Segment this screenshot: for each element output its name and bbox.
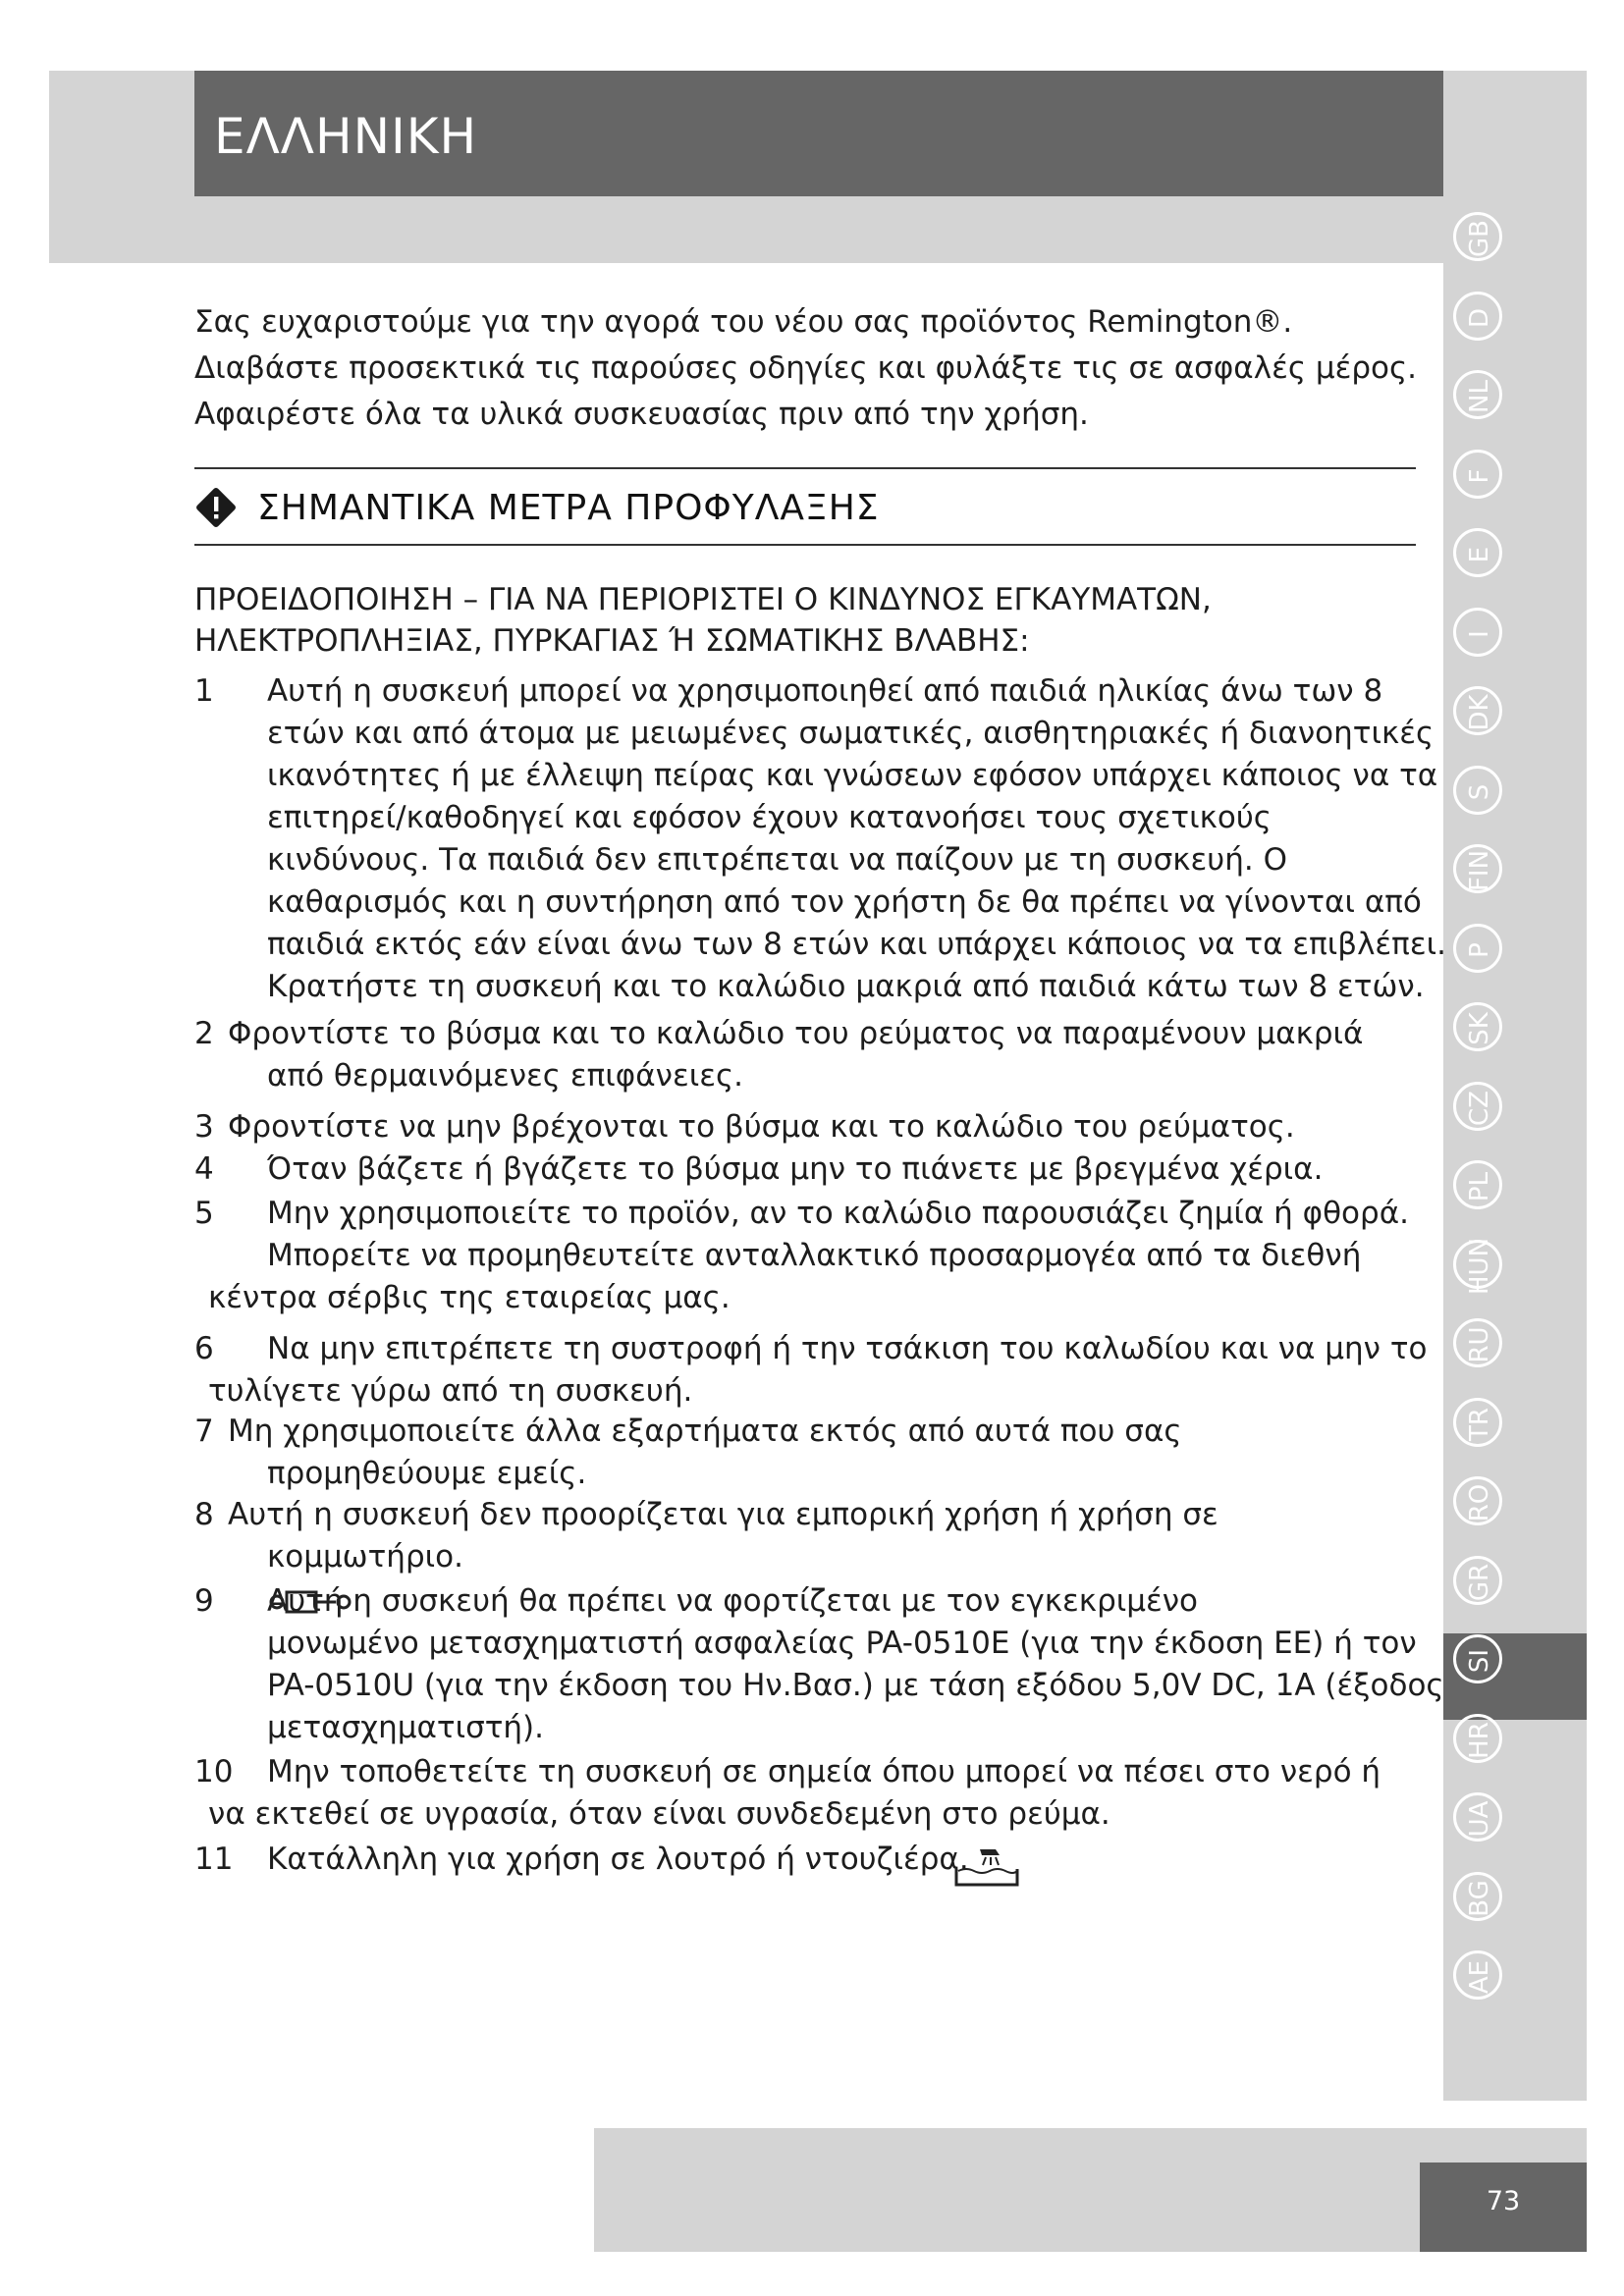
language-tab-fin[interactable] <box>1447 838 1512 903</box>
language-tab-nl[interactable] <box>1447 364 1512 429</box>
language-tab-label: TR <box>1465 1407 1494 1441</box>
list-item-text: ετών και από άτομα με μειωμένες σωματικές, αισθητηριακές ή διανοητικές <box>267 716 1435 751</box>
list-item-text: Φροντίστε να μην βρέχονται το βύσμα και το καλώδιο του ρεύματος. <box>228 1109 1295 1145</box>
language-tab-label: CZ <box>1465 1090 1494 1126</box>
language-tab-label: FIN <box>1465 849 1494 892</box>
language-tab-label: RO <box>1465 1483 1494 1522</box>
list-item-number: 4 <box>194 1151 214 1187</box>
language-tab-label: PL <box>1465 1171 1494 1202</box>
list-item-number: 7 <box>194 1414 214 1449</box>
language-tab-label: I <box>1465 629 1494 638</box>
language-tab-label: SI <box>1465 1648 1494 1674</box>
list-item-text: Μην τοποθετείτε τη συσκευή σε σημεία όπου μπορεί να πέσει στο νερό ή <box>267 1754 1381 1789</box>
language-tab-label: GB <box>1465 220 1494 257</box>
page-number: 73 <box>1486 2186 1521 2216</box>
list-item-text: μετασχηματιστή). <box>267 1710 544 1745</box>
list-item-number: 3 <box>194 1109 214 1145</box>
language-tab-label: UA <box>1465 1800 1494 1838</box>
language-tab-gr[interactable] <box>1447 1550 1512 1615</box>
list-item-text: Μπορείτε να προμηθευτείτε ανταλλακτικό προσαρμογέα από τα διεθνή <box>267 1238 1362 1273</box>
list-item-text: επιτηρεί/καθοδηγεί και εφόσον έχουν κατανοήσει τους σχετικούς <box>267 800 1272 835</box>
list-item-text: Αυτή η συσκευή μπορεί να χρησιμοποιηθεί από παιδιά ηλικίας άνω των 8 <box>267 673 1383 709</box>
language-tab-label: BG <box>1465 1879 1494 1917</box>
list-item-number: 1 <box>194 673 214 709</box>
language-tab-label: P <box>1465 941 1494 958</box>
list-item-text: Να μην επιτρέπετε τη συστροφή ή την τσάκιση του καλωδίου και να μην το <box>267 1331 1428 1366</box>
list-item-text: κέντρα σέρβις της εταιρείας μας. <box>208 1280 731 1315</box>
transformer-plug-icon <box>267 1586 363 1618</box>
language-tab-gb[interactable] <box>1447 206 1512 271</box>
list-item-text: να εκτεθεί σε υγρασία, όταν είναι συνδεδεμένη στο ρεύμα. <box>208 1796 1110 1832</box>
list-item-text: κομμωτήριο. <box>267 1539 463 1575</box>
language-tab-e[interactable] <box>1447 522 1512 587</box>
list-item-number: 9 <box>194 1583 214 1619</box>
language-tab-label: SK <box>1465 1012 1494 1045</box>
language-tab-p[interactable] <box>1447 918 1512 983</box>
language-tab-d[interactable] <box>1447 286 1512 350</box>
language-tab-dk[interactable] <box>1447 680 1512 745</box>
language-tab-hr[interactable] <box>1447 1708 1512 1773</box>
list-item-text: Κατάλληλη για χρήση σε λουτρό ή ντουζιέρα. <box>267 1842 969 1877</box>
warning-text <box>194 579 1412 662</box>
language-tab-s[interactable] <box>1447 760 1512 825</box>
language-tab-pl[interactable] <box>1447 1154 1512 1219</box>
list-item-text: από θερμαινόμενες επιφάνειες. <box>267 1058 744 1094</box>
list-item-text: Μη χρησιμοποιείτε άλλα εξαρτήματα εκτός από αυτά που σας <box>228 1414 1182 1449</box>
list-item-number: 2 <box>194 1016 214 1051</box>
intro-line: Σας ευχαριστούμε για την αγορά του νέου σας προϊόντος Remington®. <box>194 304 1293 340</box>
list-item-number: 10 <box>194 1754 234 1789</box>
list-item-text: PA-0510U (για την έκδοση του Ην.Βασ.) με τάση εξόδου 5,0V DC, 1A (έξοδος <box>267 1668 1444 1703</box>
warning-line: ΠΡΟΕΙΔΟΠΟΙΗΣΗ – ΓΙΑ ΝΑ ΠΕΡΙΟΡΙΣΤΕΙ Ο ΚΙΝΔΥΝΟΣ ΕΓΚΑΥΜΑΤΩΝ, <box>194 582 1212 617</box>
list-item-text: Κρατήστε τη συσκευή και το καλώδιο μακριά από παιδιά κάτω των 8 ετών. <box>267 969 1425 1004</box>
intro-line: Αφαιρέστε όλα τα υλικά συσκευασίας πριν από την χρήση. <box>194 397 1089 432</box>
list-item-number: 6 <box>194 1331 214 1366</box>
list-item-text: τυλίγετε γύρω από τη συσκευή. <box>208 1373 693 1409</box>
page-title: ΕΛΛΗΝΙΚΗ <box>214 108 478 165</box>
language-tab-sk[interactable] <box>1447 996 1512 1061</box>
section-rule-top <box>194 467 1416 469</box>
language-tab-bg[interactable] <box>1447 1866 1512 1931</box>
list-item-number: 11 <box>194 1842 234 1877</box>
list-item-text: μονωμένο μετασχηματιστή ασφαλείας PA-0510E (για την έκδοση ΕΕ) ή τον <box>267 1626 1417 1661</box>
language-tab-i[interactable] <box>1447 602 1512 667</box>
language-tab-cz[interactable] <box>1447 1076 1512 1141</box>
language-tab-label: F <box>1465 468 1494 483</box>
language-tab-f[interactable] <box>1447 444 1512 508</box>
language-tab-tr[interactable] <box>1447 1392 1512 1457</box>
language-tab-label: E <box>1465 546 1494 563</box>
language-tab-label: D <box>1465 307 1494 328</box>
warning-icon <box>194 486 238 529</box>
intro-line: Διαβάστε προσεκτικά τις παρούσες οδηγίες και φυλάξτε τις σε ασφαλές μέρος. <box>194 350 1418 386</box>
language-tab-hun[interactable] <box>1447 1234 1512 1299</box>
list-item-text: καθαρισμός και η συντήρηση από τον χρήστη δε θα πρέπει να γίνονται από <box>267 884 1422 920</box>
page-number-box <box>1420 2163 1587 2252</box>
title-bar <box>194 71 1443 196</box>
language-tab-label: RU <box>1465 1326 1494 1363</box>
section-heading <box>194 478 880 537</box>
list-item-text: Φροντίστε το βύσμα και το καλώδιο του ρεύματος να παραμένουν μακριά <box>228 1016 1364 1051</box>
bath-shower-icon <box>952 1843 1021 1889</box>
list-item-text: προμηθεύουμε εμείς. <box>267 1456 587 1491</box>
section-title: ΣΗΜΑΝΤΙΚΑ ΜΕΤΡΑ ΠΡΟΦΥΛΑΞΗΣ <box>257 487 880 528</box>
list-item-text: ικανότητες ή με έλλειψη πείρας και γνώσεων εφόσον υπάρχει κάποιος να τα <box>267 758 1438 793</box>
list-item-text: Αυτή η συσκευή δεν προορίζεται για εμπορική χρήση ή χρήση σε <box>228 1497 1218 1532</box>
language-tab-label: HUN <box>1465 1237 1494 1295</box>
list-item-text: παιδιά εκτός εάν είναι άνω των 8 ετών και υπάρχει κάποιος να τα επιβλέπει. <box>267 927 1446 962</box>
list-item-text: Όταν βάζετε ή βγάζετε το βύσμα μην το πιάνετε με βρεγμένα χέρια. <box>267 1151 1324 1187</box>
language-tab-label: S <box>1465 783 1494 800</box>
language-tab-ae[interactable] <box>1447 1945 1512 2009</box>
language-tab-si[interactable] <box>1447 1629 1512 1693</box>
section-rule-bottom <box>194 544 1416 546</box>
list-item-number: 5 <box>194 1196 214 1231</box>
language-tab-label: NL <box>1465 380 1494 413</box>
warning-line: ΗΛΕΚΤΡΟΠΛΗΞΙΑΣ, ΠΥΡΚΑΓΙΑΣ Ή ΣΩΜΑΤΙΚΗΣ ΒΛΑΒΗΣ: <box>194 623 1030 659</box>
list-item-text: Μην χρησιμοποιείτε το προϊόν, αν το καλώδιο παρουσιάζει ζημία ή φθορά. <box>267 1196 1409 1231</box>
intro-text <box>194 299 1418 438</box>
language-tab-ru[interactable] <box>1447 1312 1512 1377</box>
list-item-number: 8 <box>194 1497 214 1532</box>
language-tab-label: GR <box>1465 1563 1494 1601</box>
list-item-text: Αυτή η συσκευή θα πρέπει να φορτίζεται με τον εγκεκριμένο <box>267 1583 1198 1619</box>
list-item-text: κινδύνους. Τα παιδιά δεν επιτρέπεται να παίζουν με τη συσκευή. Ο <box>267 842 1287 878</box>
language-tab-label: AE <box>1465 1959 1494 1995</box>
language-tab-label: DK <box>1465 694 1494 731</box>
language-tab-ro[interactable] <box>1447 1470 1512 1535</box>
language-tab-label: HR <box>1465 1721 1494 1759</box>
language-tab-ua[interactable] <box>1447 1787 1512 1851</box>
